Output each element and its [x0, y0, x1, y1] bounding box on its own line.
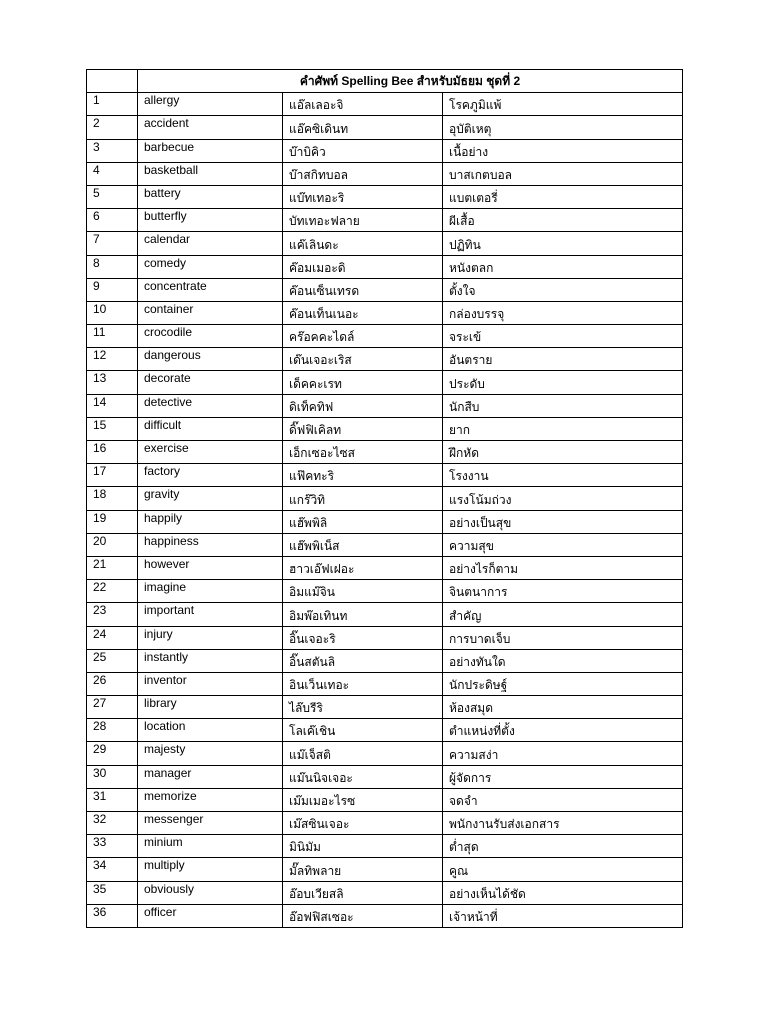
thai-pronunciation: เด๊นเจอะเริส	[283, 348, 443, 371]
table-row	[87, 348, 683, 371]
row-number: 24	[87, 626, 138, 649]
thai-meaning: หนังตลก	[443, 255, 683, 278]
thai-meaning: ตำแหน่งที่ตั้ง	[443, 719, 683, 742]
row-number: 33	[87, 835, 138, 858]
table-row	[87, 278, 683, 301]
english-word: multiply	[138, 858, 283, 881]
thai-pronunciation: แอ๊คซิเดินท	[283, 116, 443, 139]
thai-meaning: กล่องบรรจุ	[443, 301, 683, 324]
english-word: comedy	[138, 255, 283, 278]
thai-meaning: นักสืบ	[443, 394, 683, 417]
table-row	[87, 510, 683, 533]
english-word: container	[138, 301, 283, 324]
english-word: factory	[138, 464, 283, 487]
table-row	[87, 812, 683, 835]
thai-meaning: ผีเสื้อ	[443, 209, 683, 232]
row-number: 36	[87, 904, 138, 927]
row-number: 10	[87, 301, 138, 324]
english-word: detective	[138, 394, 283, 417]
thai-meaning: แบตเตอรี่	[443, 185, 683, 208]
table-row	[87, 209, 683, 232]
thai-meaning: ปฏิทิน	[443, 232, 683, 255]
thai-meaning: ประดับ	[443, 371, 683, 394]
english-word: minium	[138, 835, 283, 858]
table-row	[87, 232, 683, 255]
thai-meaning: อันตราย	[443, 348, 683, 371]
english-word: decorate	[138, 371, 283, 394]
thai-meaning: ห้องสมุด	[443, 696, 683, 719]
english-word: difficult	[138, 417, 283, 440]
row-number: 31	[87, 788, 138, 811]
english-word: barbecue	[138, 139, 283, 162]
thai-pronunciation: ดิ๊ฟฟิเคิลท	[283, 417, 443, 440]
english-word: butterfly	[138, 209, 283, 232]
row-number: 22	[87, 580, 138, 603]
thai-pronunciation: แฮ๊พพิลิ	[283, 510, 443, 533]
english-word: battery	[138, 185, 283, 208]
table-row	[87, 603, 683, 626]
thai-meaning: สำคัญ	[443, 603, 683, 626]
table-row	[87, 325, 683, 348]
thai-pronunciation: อ๊อฟฟิสเซอะ	[283, 904, 443, 927]
thai-meaning: อย่างไรก็ตาม	[443, 556, 683, 579]
thai-meaning: ยาก	[443, 417, 683, 440]
table-row	[87, 858, 683, 881]
thai-pronunciation: แกร๊วิทิ	[283, 487, 443, 510]
thai-pronunciation: แม๊นนิจเจอะ	[283, 765, 443, 788]
row-number: 20	[87, 533, 138, 556]
thai-pronunciation: แอ๊ลเลอะจิ	[283, 93, 443, 116]
row-number: 8	[87, 255, 138, 278]
thai-pronunciation: แบ๊ทเทอะริ	[283, 185, 443, 208]
thai-pronunciation: ค๊อนเซ็นเทรด	[283, 278, 443, 301]
thai-pronunciation: ค๊อมเมอะดิ	[283, 255, 443, 278]
thai-meaning: อย่างเป็นสุข	[443, 510, 683, 533]
thai-pronunciation: โลเค๊เชิน	[283, 719, 443, 742]
thai-meaning: เจ้าหน้าที่	[443, 904, 683, 927]
thai-pronunciation: ดิเท็คทิฟ	[283, 394, 443, 417]
thai-meaning: ผู้จัดการ	[443, 765, 683, 788]
thai-pronunciation: อิ๊นเจอะริ	[283, 626, 443, 649]
english-word: library	[138, 696, 283, 719]
thai-meaning: จดจำ	[443, 788, 683, 811]
english-word: allergy	[138, 93, 283, 116]
table-row	[87, 371, 683, 394]
table-row	[87, 441, 683, 464]
thai-pronunciation: อินเว็นเทอะ	[283, 672, 443, 695]
row-number: 14	[87, 394, 138, 417]
table-row	[87, 835, 683, 858]
row-number: 34	[87, 858, 138, 881]
english-word: happiness	[138, 533, 283, 556]
row-number: 9	[87, 278, 138, 301]
english-word: location	[138, 719, 283, 742]
table-row	[87, 765, 683, 788]
row-number: 29	[87, 742, 138, 765]
thai-pronunciation: แฮ๊พพิเน็ส	[283, 533, 443, 556]
row-number: 17	[87, 464, 138, 487]
table-row	[87, 116, 683, 139]
thai-meaning: บาสเกตบอล	[443, 162, 683, 185]
thai-pronunciation: เม๊สซินเจอะ	[283, 812, 443, 835]
row-number: 18	[87, 487, 138, 510]
thai-pronunciation: อิมพ๊อเทินท	[283, 603, 443, 626]
thai-pronunciation: อิมแม๊จิน	[283, 580, 443, 603]
row-number: 35	[87, 881, 138, 904]
table-row	[87, 788, 683, 811]
thai-meaning: อย่างเห็นได้ชัด	[443, 881, 683, 904]
thai-pronunciation: แม๊เจ็สติ	[283, 742, 443, 765]
english-word: crocodile	[138, 325, 283, 348]
row-number: 2	[87, 116, 138, 139]
row-number: 15	[87, 417, 138, 440]
thai-pronunciation: อ๊อบเวียสลิ	[283, 881, 443, 904]
row-number: 30	[87, 765, 138, 788]
english-word: manager	[138, 765, 283, 788]
english-word: officer	[138, 904, 283, 927]
table-row	[87, 417, 683, 440]
thai-meaning: เนื้อย่าง	[443, 139, 683, 162]
table-row	[87, 487, 683, 510]
table-row	[87, 626, 683, 649]
row-number: 28	[87, 719, 138, 742]
english-word: imagine	[138, 580, 283, 603]
thai-meaning: อย่างทันใด	[443, 649, 683, 672]
english-word: majesty	[138, 742, 283, 765]
english-word: exercise	[138, 441, 283, 464]
row-number: 3	[87, 139, 138, 162]
thai-meaning: แรงโน้มถ่วง	[443, 487, 683, 510]
thai-pronunciation: แค๊เลินดะ	[283, 232, 443, 255]
table-row	[87, 719, 683, 742]
row-number: 32	[87, 812, 138, 835]
table-row	[87, 672, 683, 695]
row-number: 19	[87, 510, 138, 533]
thai-meaning: นักประดิษฐ์	[443, 672, 683, 695]
table-row	[87, 162, 683, 185]
table-row	[87, 556, 683, 579]
thai-pronunciation: แฟ๊คทะริ	[283, 464, 443, 487]
row-number: 1	[87, 93, 138, 116]
table-row	[87, 904, 683, 927]
vocabulary-table	[86, 69, 683, 928]
thai-pronunciation: บ๊าสกิทบอล	[283, 162, 443, 185]
thai-meaning: ตั้งใจ	[443, 278, 683, 301]
english-word: memorize	[138, 788, 283, 811]
english-word: basketball	[138, 162, 283, 185]
table-row	[87, 139, 683, 162]
english-word: messenger	[138, 812, 283, 835]
english-word: inventor	[138, 672, 283, 695]
english-word: dangerous	[138, 348, 283, 371]
thai-pronunciation: ฮาวเอ๊ฟเฝอะ	[283, 556, 443, 579]
thai-pronunciation: มั๊ลทิพลาย	[283, 858, 443, 881]
table-row	[87, 255, 683, 278]
thai-meaning: คูณ	[443, 858, 683, 881]
table-body	[87, 93, 683, 928]
thai-meaning: โรงงาน	[443, 464, 683, 487]
row-number: 12	[87, 348, 138, 371]
thai-meaning: จินตนาการ	[443, 580, 683, 603]
thai-meaning: อุบัติเหตุ	[443, 116, 683, 139]
header-empty-cell	[87, 70, 138, 93]
thai-meaning: ความสง่า	[443, 742, 683, 765]
english-word: important	[138, 603, 283, 626]
thai-meaning: จระเข้	[443, 325, 683, 348]
english-word: however	[138, 556, 283, 579]
english-word: accident	[138, 116, 283, 139]
row-number: 13	[87, 371, 138, 394]
thai-meaning: ความสุข	[443, 533, 683, 556]
table-row	[87, 533, 683, 556]
table-row	[87, 580, 683, 603]
row-number: 27	[87, 696, 138, 719]
row-number: 26	[87, 672, 138, 695]
english-word: instantly	[138, 649, 283, 672]
thai-meaning: การบาดเจ็บ	[443, 626, 683, 649]
english-word: gravity	[138, 487, 283, 510]
row-number: 5	[87, 185, 138, 208]
english-word: injury	[138, 626, 283, 649]
thai-pronunciation: บัทเทอะฟลาย	[283, 209, 443, 232]
table-header-row	[87, 70, 683, 93]
thai-pronunciation: อิ๊นสตันลิ	[283, 649, 443, 672]
thai-meaning: โรคภูมิแพ้	[443, 93, 683, 116]
table-row	[87, 649, 683, 672]
table-row	[87, 93, 683, 116]
english-word: obviously	[138, 881, 283, 904]
table-title: คำศัพท์ Spelling Bee สำหรับมัธยม ชุดที่ 2	[138, 70, 683, 93]
row-number: 6	[87, 209, 138, 232]
english-word: calendar	[138, 232, 283, 255]
row-number: 25	[87, 649, 138, 672]
thai-pronunciation: ไล๊บรีริ	[283, 696, 443, 719]
table-row	[87, 301, 683, 324]
thai-pronunciation: เอ็กเซอะไซส	[283, 441, 443, 464]
thai-pronunciation: คร๊อคคะไดล์	[283, 325, 443, 348]
english-word: happily	[138, 510, 283, 533]
thai-pronunciation: บ๊าบิคิว	[283, 139, 443, 162]
thai-meaning: ฝึกหัด	[443, 441, 683, 464]
row-number: 16	[87, 441, 138, 464]
table-row	[87, 696, 683, 719]
row-number: 23	[87, 603, 138, 626]
thai-pronunciation: มินิมัม	[283, 835, 443, 858]
thai-pronunciation: เด็คคะเรท	[283, 371, 443, 394]
table-row	[87, 464, 683, 487]
row-number: 4	[87, 162, 138, 185]
row-number: 11	[87, 325, 138, 348]
row-number: 7	[87, 232, 138, 255]
table-row	[87, 394, 683, 417]
row-number: 21	[87, 556, 138, 579]
thai-pronunciation: ค๊อนเท็นเนอะ	[283, 301, 443, 324]
table-row	[87, 742, 683, 765]
table-row	[87, 185, 683, 208]
thai-meaning: ต่ำสุด	[443, 835, 683, 858]
thai-pronunciation: เม๊มเมอะไรซ	[283, 788, 443, 811]
thai-meaning: พนักงานรับส่งเอกสาร	[443, 812, 683, 835]
table-row	[87, 881, 683, 904]
english-word: concentrate	[138, 278, 283, 301]
